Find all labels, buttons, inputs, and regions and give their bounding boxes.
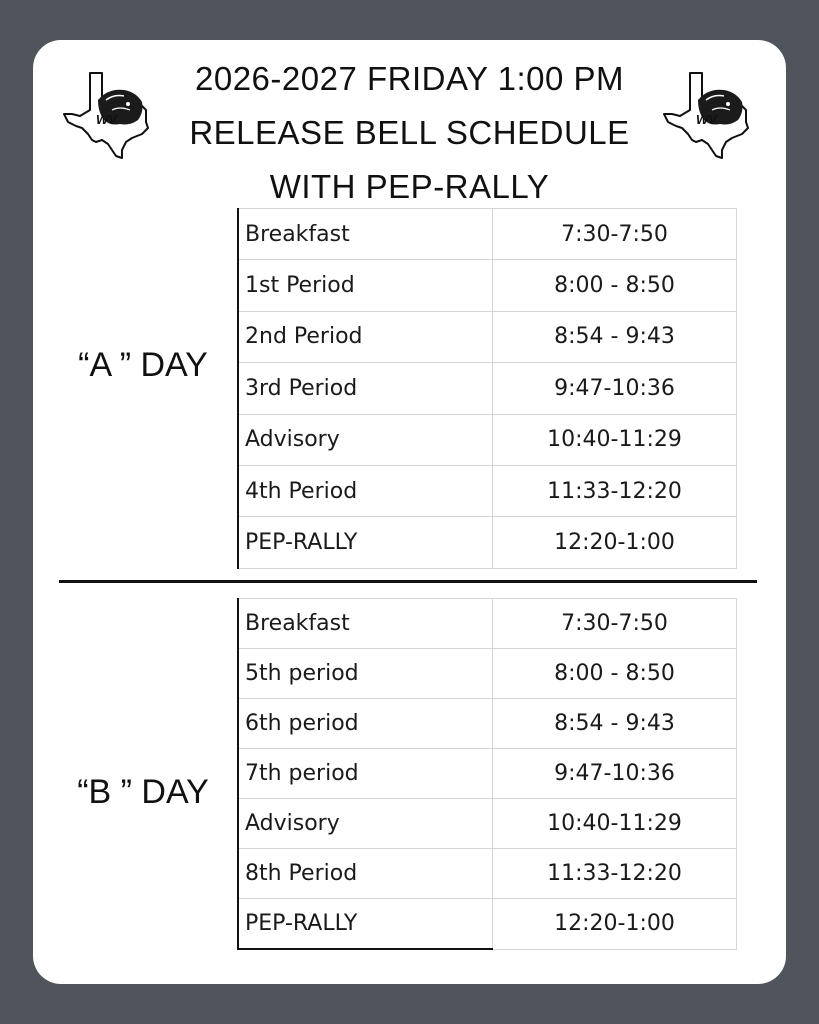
section-divider xyxy=(59,580,757,583)
table-row xyxy=(238,599,737,649)
table-row xyxy=(238,414,737,465)
a-day-label: “A ” DAY xyxy=(78,346,208,384)
b-day-label: “B ” DAY xyxy=(77,773,209,811)
a-day-table xyxy=(237,208,737,569)
texas-panther-logo-icon xyxy=(662,70,752,160)
period-time: 9:47-10:36 xyxy=(493,749,737,799)
period-time: 12:20-1:00 xyxy=(493,517,737,568)
period-name: PEP-RALLY xyxy=(238,899,493,950)
period-name: 3rd Period xyxy=(238,363,493,414)
table-row xyxy=(238,363,737,414)
period-time: 12:20-1:00 xyxy=(493,899,737,950)
logo-letters: WV xyxy=(696,112,717,127)
title-line-1: 2026-2027 FRIDAY 1:00 PM xyxy=(194,60,624,97)
period-name: Advisory xyxy=(238,799,493,849)
period-time: 8:54 - 9:43 xyxy=(493,311,737,362)
table-row xyxy=(238,465,737,516)
period-time: 11:33-12:20 xyxy=(493,465,737,516)
table-row xyxy=(238,209,737,260)
table-row xyxy=(238,311,737,362)
period-time: 11:33-12:20 xyxy=(493,849,737,899)
period-time: 9:47-10:36 xyxy=(493,363,737,414)
period-name: 5th period xyxy=(238,649,493,699)
table-row xyxy=(238,849,737,899)
period-name: 4th Period xyxy=(238,465,493,516)
table-row xyxy=(238,260,737,311)
period-name: Advisory xyxy=(238,414,493,465)
period-name: 2nd Period xyxy=(238,311,493,362)
period-name: Breakfast xyxy=(238,209,493,260)
period-name: 8th Period xyxy=(238,849,493,899)
table-row xyxy=(238,699,737,749)
table-row xyxy=(238,517,737,568)
period-name: 7th period xyxy=(238,749,493,799)
period-name: PEP-RALLY xyxy=(238,517,493,568)
period-time: 7:30-7:50 xyxy=(493,209,737,260)
b-day-table xyxy=(237,598,737,950)
period-time: 10:40-11:29 xyxy=(493,414,737,465)
logo-letters: WV xyxy=(96,112,117,127)
period-time: 8:00 - 8:50 xyxy=(493,260,737,311)
period-time: 7:30-7:50 xyxy=(493,599,737,649)
period-name: 6th period xyxy=(238,699,493,749)
period-time: 8:00 - 8:50 xyxy=(493,649,737,699)
period-time: 10:40-11:29 xyxy=(493,799,737,849)
period-name: 1st Period xyxy=(238,260,493,311)
period-time: 8:54 - 9:43 xyxy=(493,699,737,749)
period-name: Breakfast xyxy=(238,599,493,649)
texas-panther-logo-icon xyxy=(62,70,152,160)
title-line-3: WITH PEP-RALLY xyxy=(269,168,550,205)
title-line-2: RELEASE BELL SCHEDULE xyxy=(189,114,630,151)
table-row xyxy=(238,799,737,849)
table-row xyxy=(238,649,737,699)
table-row xyxy=(238,899,737,950)
table-row xyxy=(238,749,737,799)
